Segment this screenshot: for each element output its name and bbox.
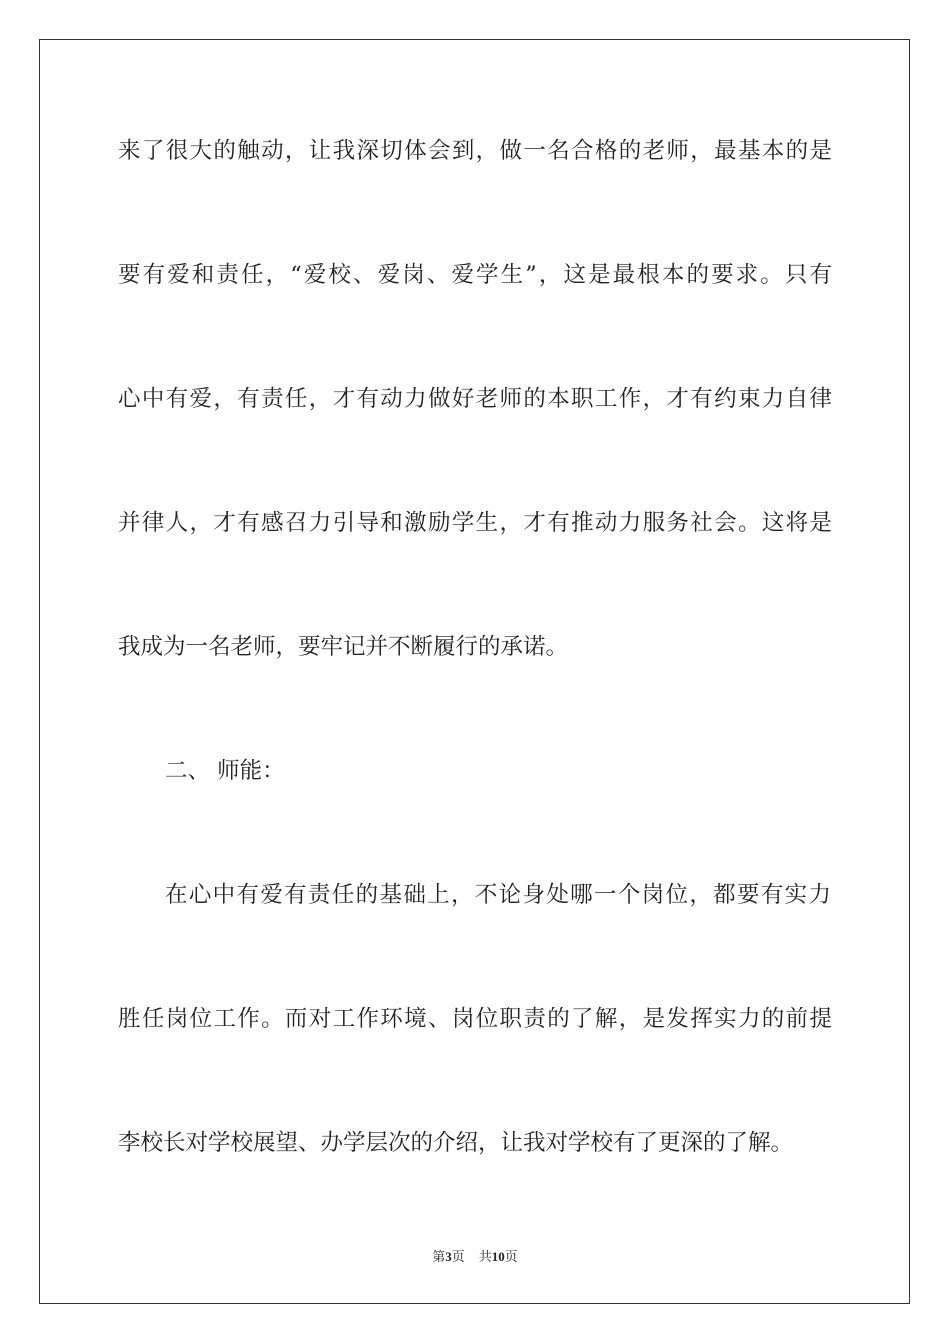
- body-text-line: 在心中有爱有责任的基础上，不论身处哪一个岗位，都要有实力: [165, 882, 831, 908]
- footer-total-prefix: 共: [478, 1250, 492, 1265]
- body-text-line: 来了很大的触动，让我深切体会到，做一名合格的老师，最基本的是: [118, 138, 832, 164]
- footer-page-current: 3: [445, 1249, 452, 1264]
- body-text-line: 心中有爱，有责任，才有动力做好老师的本职工作，才有约束力自律: [118, 386, 832, 412]
- body-text-line: 李校长对学校展望、办学层次的介绍，让我对学校有了更深的了解。: [118, 1130, 794, 1156]
- body-text-line: 要有爱和责任，“爱校、爱岗、爱学生”，这是最根本的要求。只有: [118, 262, 832, 288]
- body-text-line: 我成为一名老师，要牢记并不断履行的承诺。: [118, 634, 569, 660]
- footer-page-total: 10: [491, 1249, 505, 1264]
- body-text-line: 胜任岗位工作。而对工作环境、岗位职责的了解，是发挥实力的前提: [118, 1006, 832, 1032]
- footer-page-suffix: 页: [451, 1250, 465, 1265]
- footer-page-prefix: 第: [432, 1250, 446, 1265]
- footer-total-suffix: 页: [504, 1250, 518, 1265]
- page-border: [39, 39, 910, 1304]
- section-heading: 二、 师能：: [165, 758, 285, 784]
- page-footer: [0, 1246, 950, 1265]
- body-text-line: 并律人，才有感召力引导和激励学生，才有推动力服务社会。这将是: [118, 510, 832, 536]
